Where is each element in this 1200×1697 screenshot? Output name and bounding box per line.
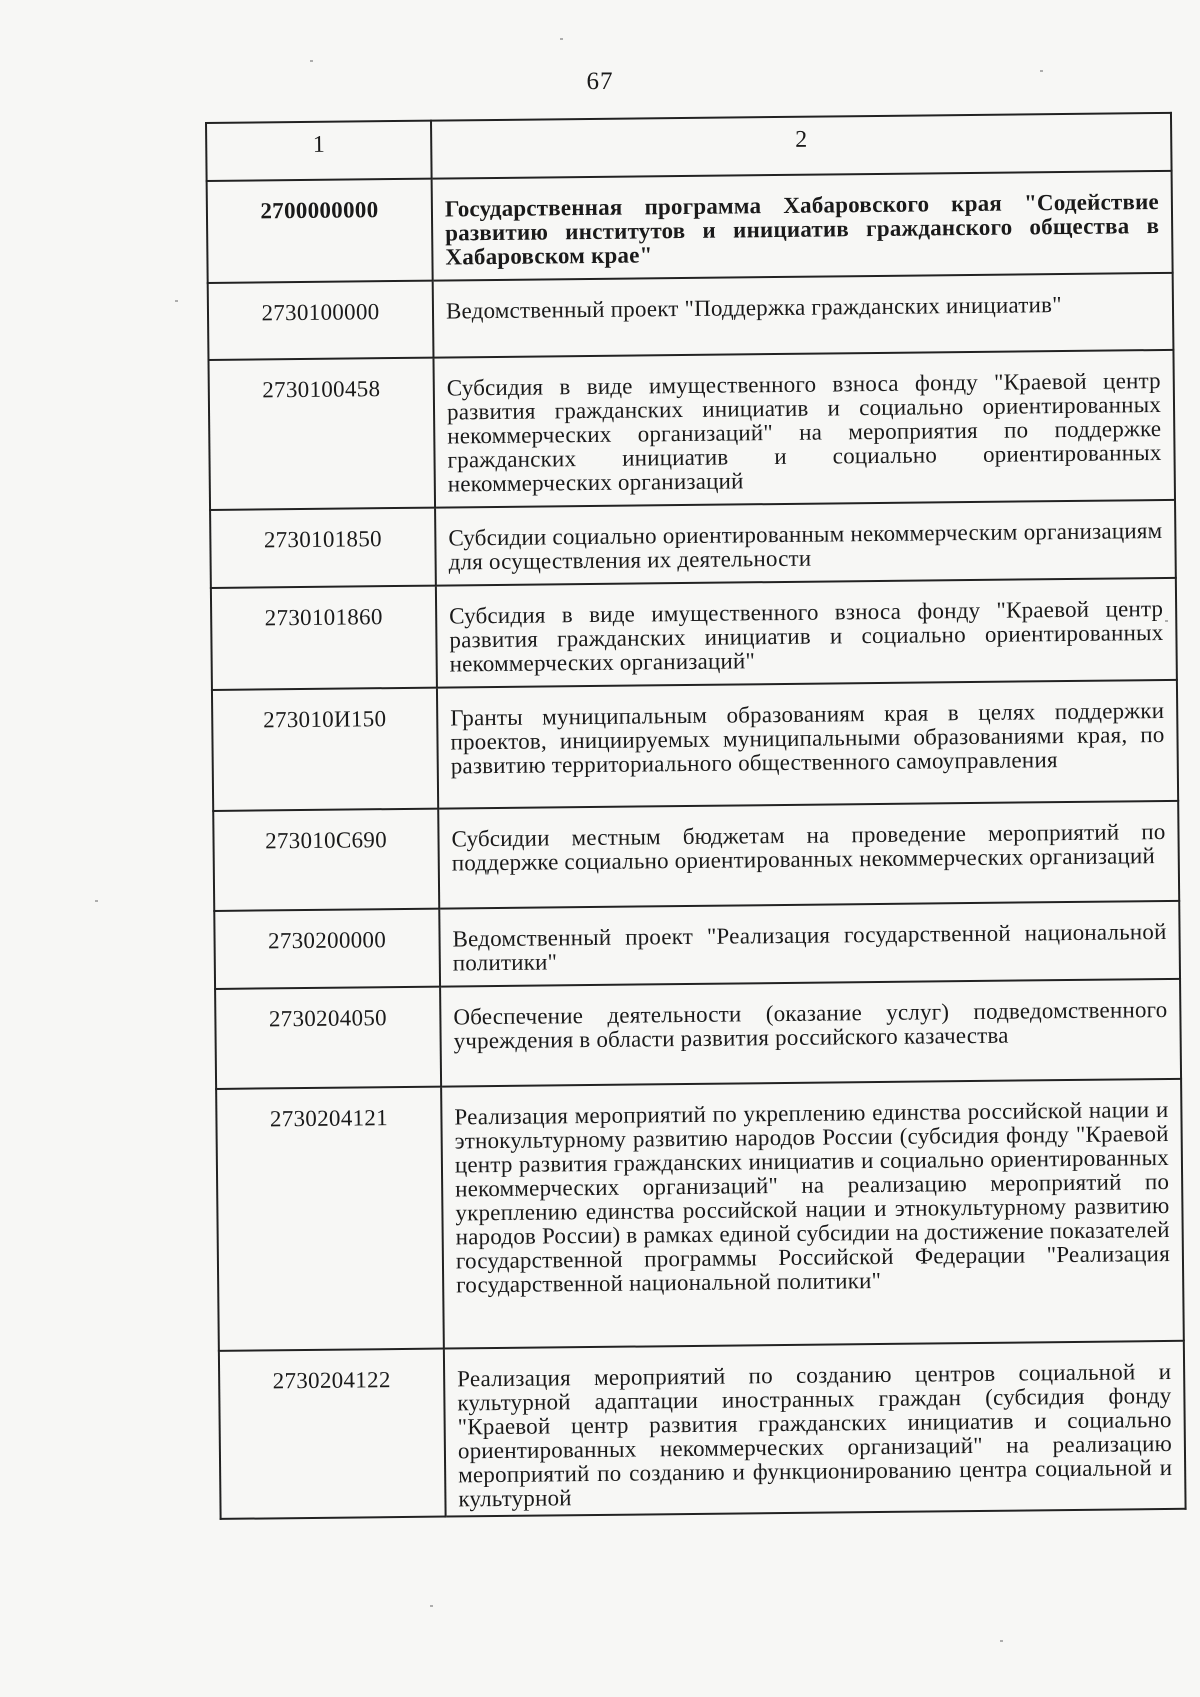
target-description: Ведомственный проект "Поддержка гражданских инициатив" — [433, 273, 1174, 358]
scan-speck — [1165, 620, 1168, 622]
scan-speck — [95, 900, 98, 902]
page-number: 67 — [586, 68, 614, 95]
target-code: 2730100458 — [208, 358, 435, 510]
target-description: Субсидия в виде имущественного взноса фонду "Краевой центр развития гражданских инициатив и социально ориентированных некоммерческих организаций" — [436, 578, 1177, 688]
table-row — [211, 578, 1177, 690]
target-description: Гранты муниципальным образованиям края в целях поддержки проектов, инициируемых муниципальными образованиями края, по развитию территориального общественного самоуправления — [437, 680, 1178, 809]
target-code: 2730204121 — [216, 1087, 444, 1351]
scan-speck — [1000, 1640, 1003, 1642]
target-code: 273010И150 — [212, 688, 438, 811]
target-code: 2730100000 — [208, 281, 434, 360]
table-row — [213, 801, 1179, 911]
table-row — [207, 171, 1173, 283]
target-description: Субсидии социально ориентированным некоммерческим организациям для осуществления их деятельности — [435, 500, 1176, 586]
scan-speck — [175, 300, 178, 302]
target-code: 2730204050 — [215, 987, 441, 1089]
target-description: Обеспечение деятельности (оказание услуг) подведомственного учреждения в области развития российского казачества — [440, 979, 1181, 1087]
table-row — [214, 901, 1180, 989]
target-description: Государственная программа Хабаровского края "Содействие развитию институтов и инициатив гражданского общества в Хабаровском крае" — [432, 171, 1173, 281]
column-header-1: 1 — [206, 121, 432, 181]
scan-speck — [1040, 70, 1043, 72]
target-code: 273010С690 — [213, 809, 439, 911]
target-code: 2730200000 — [214, 909, 440, 989]
table-row — [215, 979, 1181, 1089]
target-code: 2730101850 — [210, 508, 436, 588]
table-header-row — [206, 113, 1172, 181]
budget-codes-table — [205, 112, 1187, 1520]
target-description: Реализация мероприятий по созданию центров социальной и культурной адаптации иностранных граждан (субсидия фонду "Краевой центр развития гражданских инициатив и социально ориентированных некоммерческих организаций" на реализацию мероприятий по созданию и функционированию центра социальной и культурной — [444, 1341, 1186, 1517]
table-row — [210, 500, 1176, 588]
table-row — [216, 1079, 1184, 1351]
target-description: Субсидии местным бюджетам на проведение мероприятий по поддержке социально ориентированных некоммерческих организаций — [438, 801, 1179, 909]
table-row — [208, 350, 1175, 510]
scan-speck — [430, 1605, 433, 1607]
scan-speck — [310, 60, 313, 62]
table-row — [219, 1341, 1186, 1519]
target-code: 2730204122 — [219, 1349, 446, 1519]
target-code: 2700000000 — [207, 179, 433, 283]
target-description: Субсидия в виде имущественного взноса фонду "Краевой центр развития гражданских инициатив и социально ориентированных некоммерческих организаций" на мероприятия по поддержке гражданских инициатив и социально ориентированных некоммерческих организаций — [433, 350, 1175, 508]
target-code: 2730101860 — [211, 586, 437, 690]
table-row — [208, 273, 1174, 360]
column-header-2: 2 — [431, 113, 1172, 179]
scan-speck — [560, 38, 563, 40]
table-row — [212, 680, 1178, 811]
target-description: Реализация мероприятий по укреплению единства российской нации и этнокультурному развитию народов России (субсидия фонду "Краевой центр развития гражданских инициатив и социально ориентированных некоммерческих организаций" на реализацию мероприятий по укреплению единства российской нации и этнокультурному развитию народов России) в рамках единой субсидии на достижение показателей государственной программы Российской Федерации "Реализация государственной национальной политики" — [441, 1079, 1184, 1349]
target-description: Ведомственный проект "Реализация государственной национальной политики" — [439, 901, 1180, 987]
